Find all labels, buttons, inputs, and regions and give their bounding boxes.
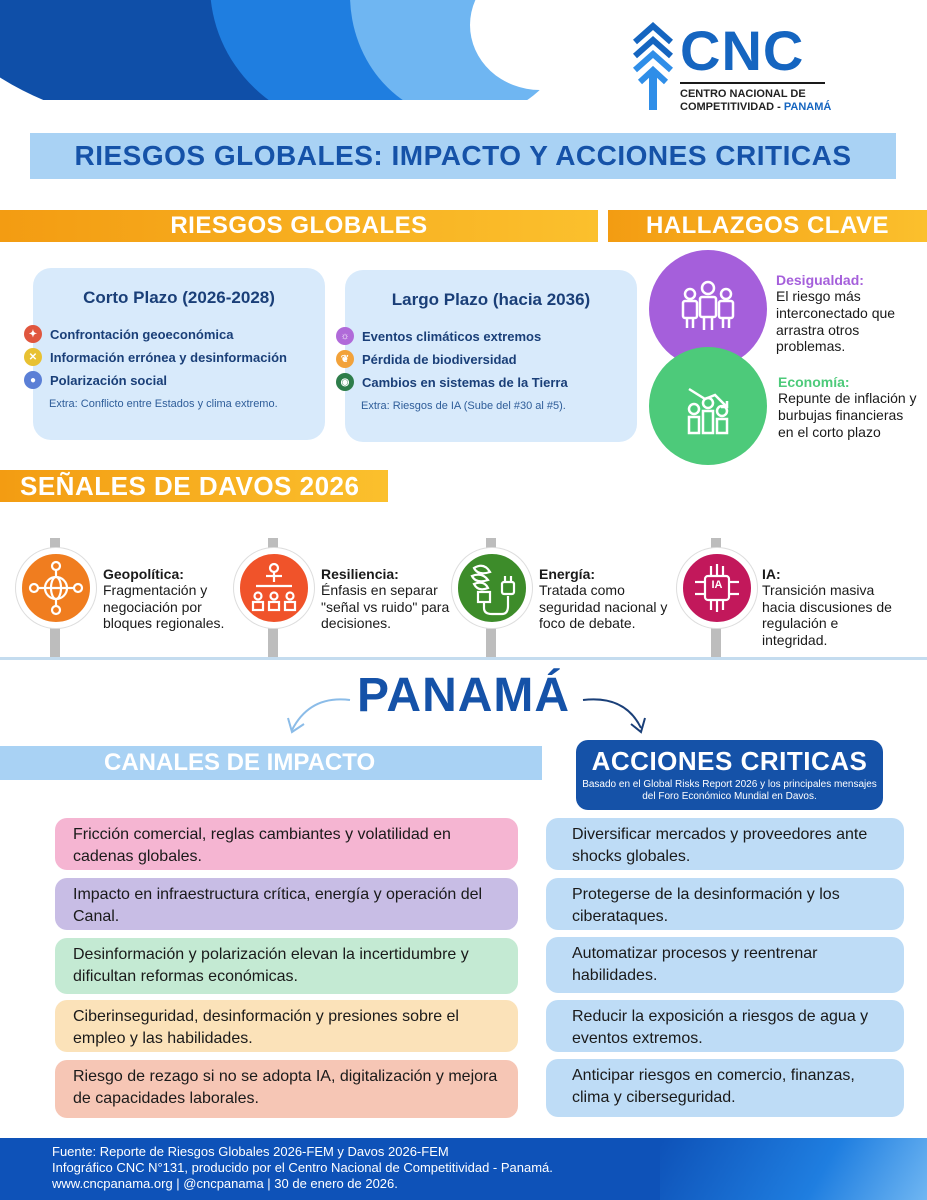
canal-item-3: Ciberinseguridad, desinformación y presiones sobre el empleo y las habilidades.	[55, 1000, 518, 1052]
hallazgos-header: HALLAZGOS CLAVE	[608, 210, 927, 242]
largo-item-0-label: Eventos climáticos extremos	[362, 328, 542, 344]
hallazgo-1-label: Economía:	[778, 374, 850, 390]
acciones-subtitle: Basado en el Global Risks Report 2026 y los principales mensajes del Foro Económico Mundial en Davos.	[582, 779, 877, 802]
section-divider	[0, 657, 927, 660]
earth-icon: ◉	[336, 373, 354, 391]
energia-circle	[452, 548, 532, 628]
people-icon: ●	[24, 371, 42, 389]
senal-2	[539, 566, 674, 632]
canal-item-0: Fricción comercial, reglas cambiantes y volatilidad en cadenas globales.	[55, 818, 518, 870]
logo-subtitle-1: CENTRO NACIONAL DE	[680, 88, 806, 100]
corto-item-2-label: Polarización social	[50, 372, 168, 388]
handshake-icon: ✦	[24, 325, 42, 343]
logo-name: CNC	[680, 19, 805, 82]
footer-wave	[660, 1138, 927, 1200]
acciones-header: ACCIONES CRITICAS	[591, 746, 868, 776]
largo-item-2	[336, 373, 568, 391]
senal-3-label: IA:	[762, 566, 781, 582]
senal-0	[103, 566, 238, 632]
corto-plazo-title: Corto Plazo (2026-2028)	[83, 288, 275, 307]
largo-item-0	[336, 327, 541, 345]
senales-header: SEÑALES DE DAVOS 2026	[0, 470, 388, 502]
corto-item-2	[24, 371, 167, 389]
logo-subtitle-2-accent: PANAMÁ	[783, 101, 832, 113]
hallazgo-0-text: El riesgo más interconectado que arrastra otros problemas.	[776, 288, 896, 355]
largo-item-2-label: Cambios en sistemas de la Tierra	[362, 374, 568, 390]
resiliencia-circle	[234, 548, 314, 628]
largo-plazo-card	[340, 270, 637, 442]
corto-item-1	[24, 348, 287, 366]
footer-contact: www.cncpanama.org | @cncpanama | 30 de enero de 2026.	[52, 1176, 398, 1191]
senal-1-label: Resiliencia:	[321, 566, 399, 582]
acciones-header-box	[576, 740, 883, 810]
senal-2-label: Energía:	[539, 566, 596, 582]
corto-item-0-label: Confrontación geoeconómica	[50, 326, 234, 342]
corto-plazo-card	[28, 268, 325, 440]
team-network-icon	[240, 554, 308, 622]
senal-3	[762, 566, 902, 648]
corto-item-0	[24, 325, 233, 343]
senal-1-text: Énfasis en separar "señal vs ruido" para decisiones.	[321, 582, 450, 632]
accion-item-3: Reducir la exposición a riesgos de agua y eventos extremos.	[546, 1000, 904, 1052]
footer-credit: Infográfico CNC N°131, producido por el Centro Nacional de Competitividad - Panamá.	[52, 1160, 553, 1175]
senal-0-label: Geopolítica:	[103, 566, 184, 582]
logo-subtitle-2-text: COMPETITIVIDAD -	[680, 101, 784, 113]
canales-header: CANALES DE IMPACTO	[0, 746, 542, 780]
canal-item-2: Desinformación y polarización elevan la incertidumbre y dificultan reformas económicas.	[55, 938, 518, 994]
leaf-icon: ❦	[336, 350, 354, 368]
geopolitica-circle	[16, 548, 96, 628]
accion-item-1: Protegerse de la desinformación y los ciberataques.	[546, 878, 904, 930]
logo-subtitle-2	[680, 101, 831, 113]
logo-divider	[680, 82, 825, 84]
hallazgo-1	[778, 374, 918, 440]
storm-icon: ☼	[336, 327, 354, 345]
canal-item-4: Riesgo de rezago si no se adopta IA, digitalización y mejora de capacidades laborales.	[55, 1060, 518, 1118]
hallazgo-0	[776, 272, 924, 355]
economia-circle	[649, 347, 767, 465]
largo-plazo-title: Largo Plazo (hacia 2036)	[391, 290, 591, 309]
ia-circle	[677, 548, 757, 628]
arrow-right-icon	[575, 690, 655, 740]
cnc-logo-icon	[632, 22, 674, 112]
globe-network-icon	[22, 554, 90, 622]
page-title: RIESGOS GLOBALES: IMPACTO Y ACCIONES CRITICAS	[30, 133, 896, 179]
accion-item-0: Diversificar mercados y proveedores ante shocks globales.	[546, 818, 904, 870]
info-icon: ✕	[24, 348, 42, 366]
senal-3-text: Transición masiva hacia discusiones de regulación e integridad.	[762, 582, 892, 648]
hallazgo-1-text: Repunte de inflación y burbujas financieras en el corto plazo	[778, 390, 917, 440]
largo-item-1-label: Pérdida de biodiversidad	[362, 351, 517, 367]
footer-source: Fuente: Reporte de Riesgos Globales 2026-FEM y Davos 2026-FEM	[52, 1144, 449, 1159]
coins-chart-icon	[649, 347, 767, 465]
accion-item-2: Automatizar procesos y reentrenar habilidades.	[546, 937, 904, 993]
senal-1	[321, 566, 451, 632]
corto-extra: Extra: Conflicto entre Estados y clima extremo.	[49, 398, 278, 410]
riesgos-header: RIESGOS GLOBALES	[0, 210, 598, 242]
senal-0-text: Fragmentación y negociación por bloques regionales.	[103, 582, 225, 632]
hallazgo-0-label: Desigualdad:	[776, 272, 864, 288]
panama-title: PANAMÁ	[356, 669, 571, 722]
bulb-plug-icon	[458, 554, 526, 622]
canal-item-1: Impacto en infraestructura crítica, energía y operación del Canal.	[55, 878, 518, 930]
arrow-left-icon	[280, 690, 360, 740]
largo-extra: Extra: Riesgos de IA (Sube del #30 al #5).	[361, 400, 566, 412]
ia-icon-label: IA	[711, 579, 723, 591]
corto-item-1-label: Información errónea y desinformación	[50, 349, 287, 365]
largo-item-1	[336, 350, 517, 368]
senal-2-text: Tratada como seguridad nacional y foco de debate.	[539, 582, 668, 632]
accion-item-4: Anticipar riesgos en comercio, finanzas, clima y ciberseguridad.	[546, 1059, 904, 1117]
